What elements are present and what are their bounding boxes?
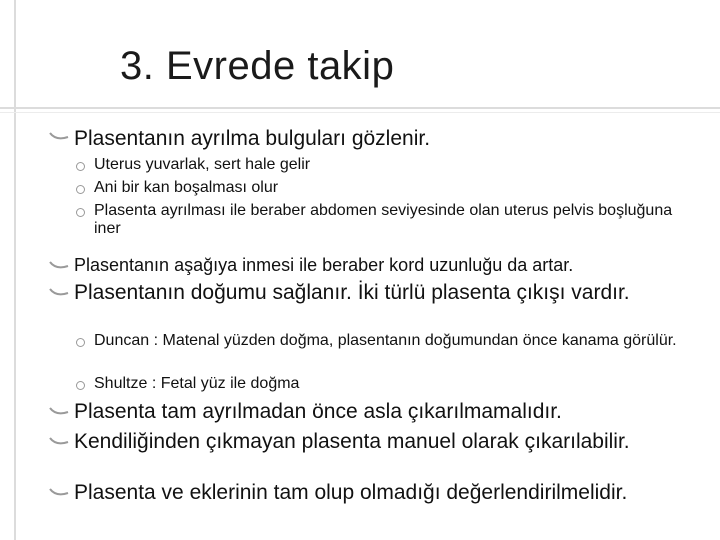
- list-item: Plasenta ayrılması ile beraber abdomen seviyesinde olan uterus pelvis boşluğuna iner: [94, 202, 673, 237]
- list-item: Ani bir kan boşalması olur: [94, 179, 279, 196]
- list-item: Plasentanın aşağıya inmesi ile beraber kord uzunluğu da artar.: [74, 255, 574, 275]
- level1-bullet-icon: [48, 435, 70, 447]
- frame-horizontal-line-secondary: [0, 112, 720, 113]
- list-item: Kendiliğinden çıkmayan plasenta manuel olarak çıkarılabilir.: [74, 430, 630, 453]
- frame-vertical-line: [14, 0, 16, 540]
- level1-bullet-icon: [48, 130, 70, 142]
- level1-bullet-icon: [48, 286, 70, 298]
- level2-bullet-icon: [76, 162, 85, 171]
- list-item: Duncan : Matenal yüzden doğma, plasentanın doğumundan önce kanama görülür.: [94, 332, 677, 349]
- frame-horizontal-line: [0, 107, 720, 109]
- level2-bullet-icon: [76, 381, 85, 390]
- level1-bullet-icon: [48, 486, 70, 498]
- level2-bullet-icon: [76, 208, 85, 217]
- list-item: Shultze : Fetal yüz ile doğma: [94, 375, 300, 392]
- level2-bullet-icon: [76, 338, 85, 347]
- level1-bullet-icon: [48, 259, 70, 271]
- list-item: Uterus yuvarlak, sert hale gelir: [94, 156, 311, 173]
- list-item: Plasentanın doğumu sağlanır. İki türlü plasenta çıkışı vardır.: [74, 281, 630, 304]
- level1-bullet-icon: [48, 405, 70, 417]
- slide-title: 3. Evrede takip: [120, 44, 395, 88]
- list-item: Plasentanın ayrılma bulguları gözlenir.: [74, 127, 431, 150]
- level2-bullet-icon: [76, 185, 85, 194]
- list-item: Plasenta tam ayrılmadan önce asla çıkarılmamalıdır.: [74, 400, 562, 423]
- list-item: Plasenta ve eklerinin tam olup olmadığı değerlendirilmelidir.: [74, 481, 628, 504]
